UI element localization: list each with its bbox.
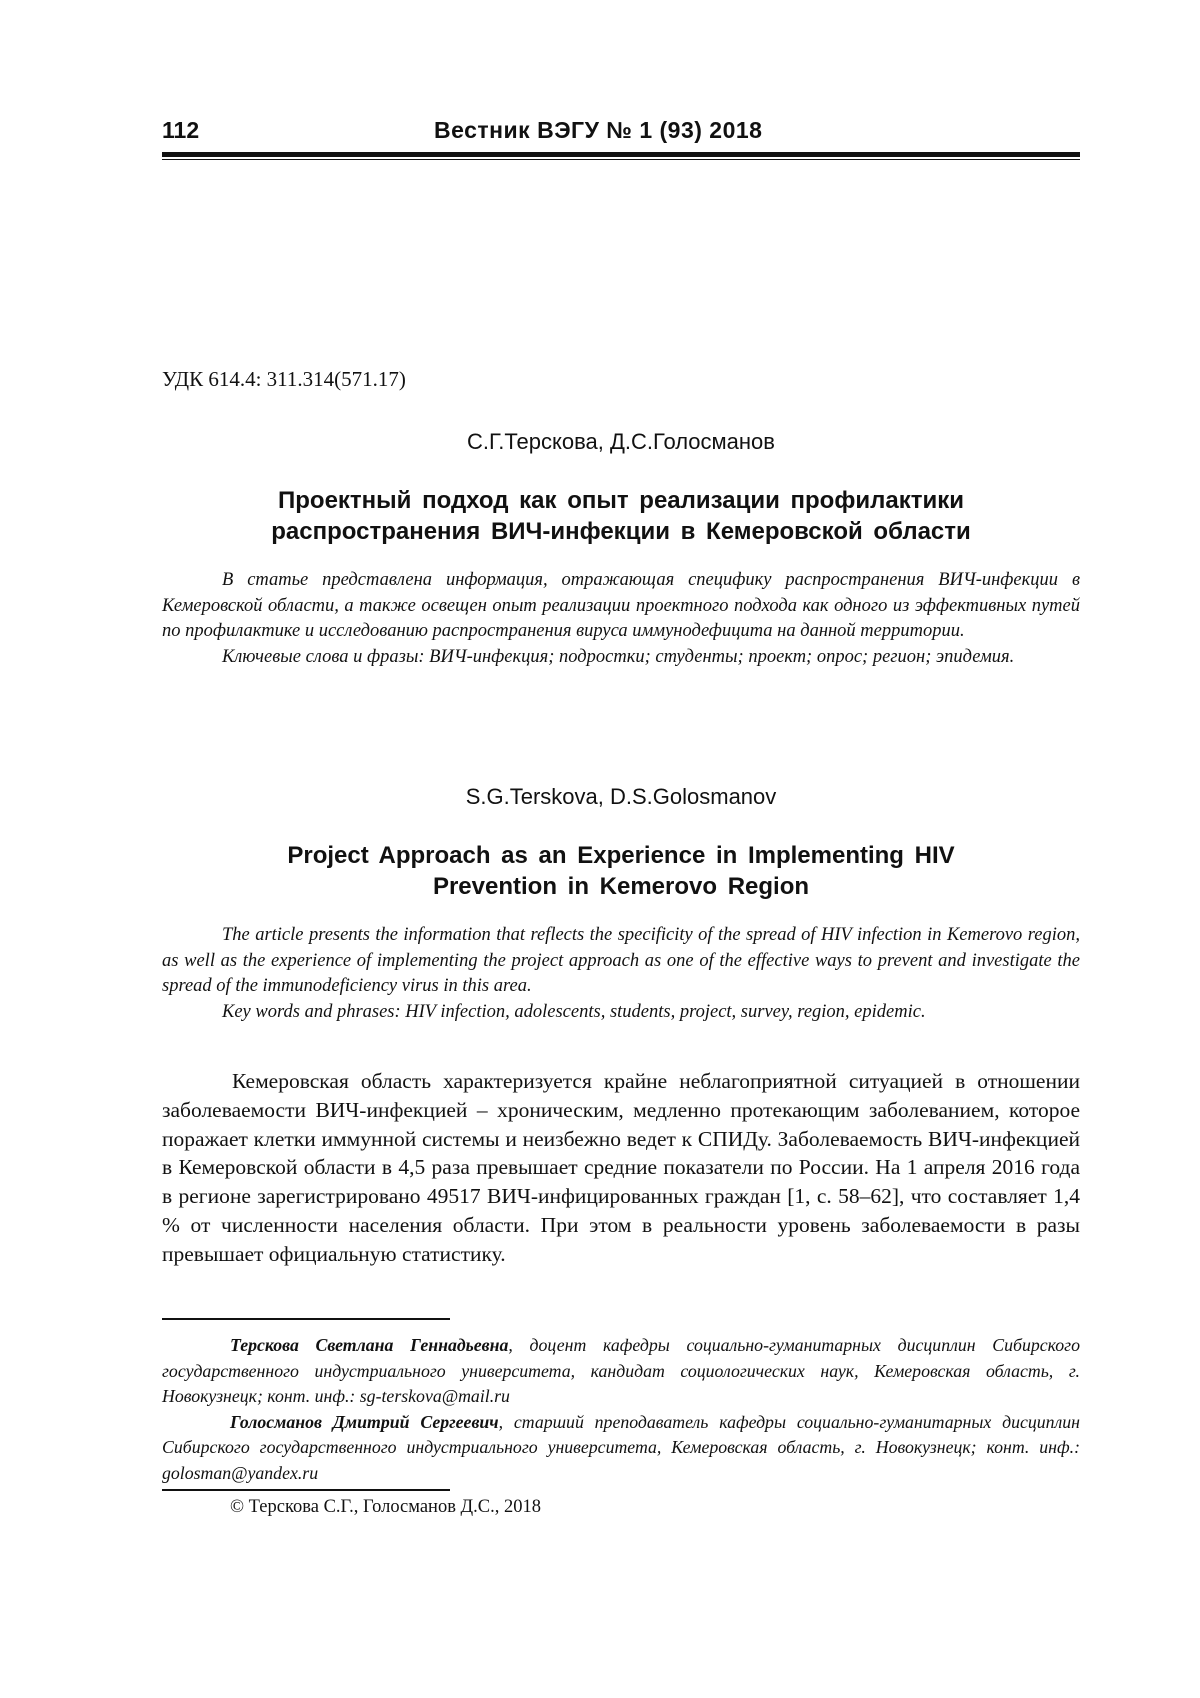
keywords-en: Key words and phrases: HIV infection, adolescents, students, project, survey, region, epidemic. — [222, 1001, 926, 1022]
title-ru-line-2: распространения ВИЧ-инфекции в Кемеровской области — [271, 518, 971, 545]
body-paragraph-1: Кемеровская область характеризуется крайне неблагоприятной ситуацией в отношении заболеваемости ВИЧ-инфекцией – хроническим, медленно протекающим заболеванием, которое поражает клетки иммунной системы и неизбежно ведет к СПИДу. Заболеваемость ВИЧ-инфекцией в Кемеровской области в 4,5 раза превышает средние показатели по России. На 1 апреля 2016 года в регионе зарегистрировано 49517 ВИЧ-инфицированных граждан [1, с. 58–62], что составляет 1,4 % от численности населения области. При этом в реальности уровень заболеваемости в разы превышает официальную статистику. — [162, 1069, 1080, 1266]
author-1-name: Терскова Светлана Геннадьевна — [230, 1335, 509, 1355]
copyright-separator — [162, 1489, 450, 1491]
article-title-en — [162, 840, 1080, 902]
body-text — [162, 1067, 1080, 1269]
footnote-author-1 — [162, 1333, 1080, 1410]
article-title-ru — [162, 485, 1080, 547]
title-en-line-1: Project Approach as an Experience in Implementing HIV — [287, 842, 955, 869]
author-2-name: Голосманов Дмитрий Сергеевич — [230, 1411, 499, 1432]
author-2-info: , старший преподаватель кафедры социально-гуманитарных дисциплин Сибирского государственного индустриального университета, Кемеровская область, г. Новокузнецк; конт. инф.: golosman@yandex.ru — [162, 1411, 1080, 1483]
authors-en: S.G.Terskova, D.S.Golosmanov — [465, 784, 777, 809]
title-ru-line-1: Проектный подход как опыт реализации профилактики — [278, 487, 964, 514]
author-1-info: , доцент кафедры социально-гуманитарных дисциплин Сибирского государственного индустриального университета, кандидат социологических наук, Кемеровская область, г. Новокузнецк; конт. инф.: sg-terskova@mail.ru — [162, 1335, 1080, 1406]
copyright-notice: © Терскова С.Г., Голосманов Д.С., 2018 — [230, 1497, 542, 1517]
footnote-author-2 — [162, 1410, 1080, 1487]
authors-ru: С.Г.Терскова, Д.С.Голосманов — [467, 429, 775, 454]
journal-page — [162, 0, 1080, 1698]
header-rule-thick — [162, 152, 1080, 157]
udk-code: УДК 614.4: 311.314(571.17) — [162, 367, 406, 391]
abstract-en — [162, 923, 1080, 1025]
page-number: 112 — [162, 117, 200, 143]
author-footnotes — [162, 1333, 1080, 1486]
abstract-en-text: The article presents the information that reflects the specificity of the spread of HIV infection in Kemerovo region, as well as the experience of implementing the project approach as one of the effective ways to prevent and investigate the spread of the immunodeficiency virus in this area. — [162, 925, 1080, 996]
abstract-ru-text: В статье представлена информация, отражающая специфику распространения ВИЧ-инфекции в Кемеровской области, а также освещен опыт реализации проектного подхода как одного из эффективных путей по профилактике и исследованию распространения вируса иммунодефицита на данной территории. — [162, 570, 1080, 641]
journal-title: Вестник ВЭГУ № 1 (93) 2018 — [434, 117, 763, 143]
title-en-line-2: Prevention in Kemerovo Region — [432, 873, 810, 900]
running-header — [162, 117, 1080, 149]
abstract-ru — [162, 568, 1080, 670]
footnote-separator — [162, 1318, 450, 1320]
keywords-ru: Ключевые слова и фразы: ВИЧ-инфекция; подростки; студенты; проект; опрос; регион; эпидемия. — [222, 646, 1015, 667]
header-rule-thin — [162, 159, 1080, 160]
